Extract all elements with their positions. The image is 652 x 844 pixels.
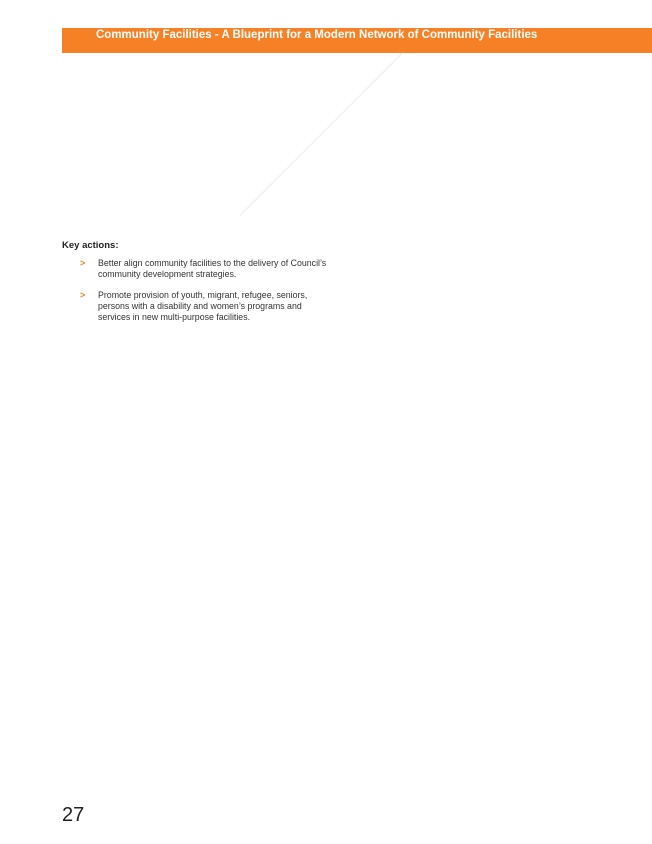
header-bar (62, 28, 652, 53)
bullet-arrow-icon: > (80, 258, 86, 268)
page-number: 27 (62, 804, 85, 826)
document-title: Community Facilities - A Blueprint for a Modern Network of Community Facilities (96, 29, 538, 41)
list-item (78, 258, 328, 280)
action-text: Promote provision of youth, migrant, refugee, seniors, persons with a disability and women’s programs and services in new multi-purpose facilities. (98, 290, 308, 322)
key-actions-heading: Key actions: (62, 240, 119, 251)
action-text: Better align community facilities to the delivery of Council’s community development strategies. (98, 258, 327, 279)
list-item (78, 290, 328, 323)
key-actions-list (78, 258, 328, 333)
bullet-arrow-icon: > (80, 290, 86, 300)
faint-divider-line (240, 53, 403, 216)
